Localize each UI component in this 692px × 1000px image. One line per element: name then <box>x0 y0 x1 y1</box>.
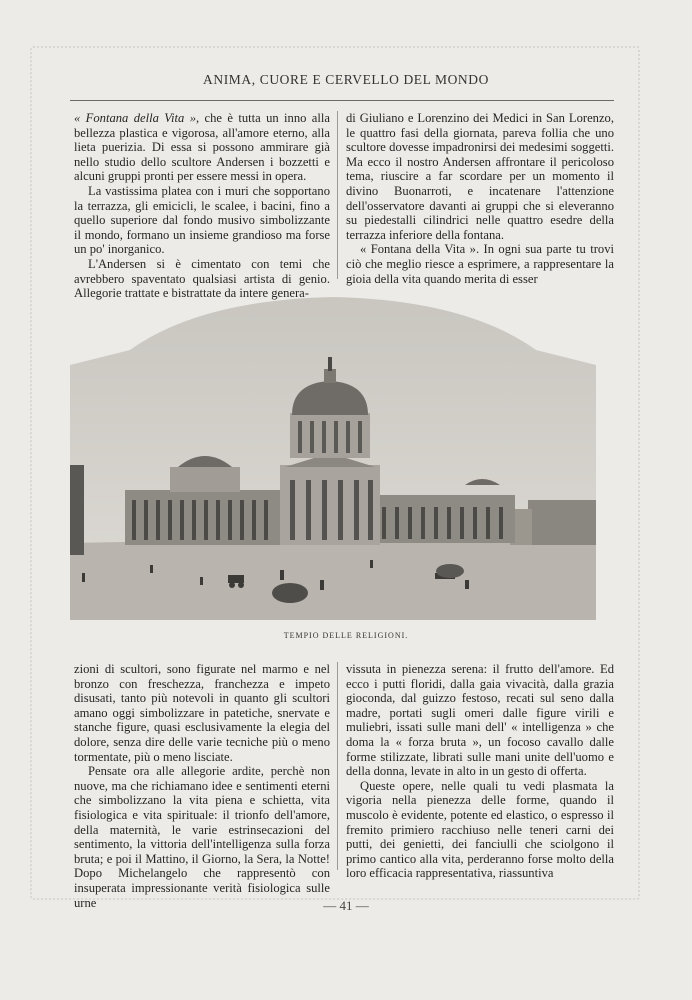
paragraph: zioni di scultori, sono figurate nel marmo e nel bronzo con freschezza, franchezza e impeto disusati, tanto più notevoli in quanto gli scultori amano oggi simbolizzare in patetiche, snervate e stanche figure, quasi esclusivamente la elegia del dolore, senza dire delle varie tecniche più o meno tormentate, più o meno lisciate. <box>74 662 330 764</box>
paragraph: La vastissima platea con i muri che sopportano la terrazza, gli emicicli, le scalee, i bacini, fino a quello superiore dal fondo musivo simbolizzante il mondo, formano un insieme grandioso ma forse un po' inorganico. <box>74 183 330 257</box>
paragraph <box>74 111 330 184</box>
paragraph: di Giuliano e Lorenzino dei Medici in San Lorenzo, le quattro fasi della giornata, pareva follia che uno scultore dovesse impadronirsi dei medesimi soggetti. Ma ecco il nostro Andersen affrontare il pericoloso tema, riuscire a far scordare per un momento il divino Buonarroti, e incatenare l'attenzione dell'osservatore davanti ai gruppi che si eleveranno su piedestalli cilindrici nelle quattro esedre della terrazza inferiore della fontana. <box>346 111 614 242</box>
column-divider <box>337 111 338 279</box>
paragraph: vissuta in pienezza serena: il frutto dell'amore. Ed ecco i putti floridi, dalla gaia vivacità, dalla grazia gioconda, dal guizzo festoso, recati sul seno dalla madre, portati sugli omeri dalle figure virili e muliebri, issati sulle mani dell' « intelligenza » che doma la « forza bruta », un focoso cavallo dalle forme stilizzate, librati sulle mani unite dell'uomo e della donna, levate in alto in un gesto di offerta. <box>346 662 614 779</box>
upper-right-column <box>346 111 614 286</box>
running-head: ANIMA, CUORE E CERVELLO DEL MONDO <box>203 72 489 87</box>
paragraph: Queste opere, nelle quali tu vedi plasmata la vigoria nella pienezza delle forme, quando il muscolo è evidente, potente ed elastico, o espresso il fremito primiero racchiuso nelle teneri carni dei putti, dei genietti, dei fanciulli che sciolgono il primo cantico alla vita, perderanno forse molto della loro efficacia rappresentativa, riassuntiva <box>346 778 614 881</box>
italic-title: « Fontana della Vita » <box>74 111 196 125</box>
left-building <box>70 465 84 555</box>
right-building <box>528 500 596 545</box>
paragraph: Pensate ora alle allegorie ardite, perchè non nuove, ma che richiamano idee e sentimenti eterni che simbolizzano la vita piena e schietta, vita fisiologica e vita spirituale: il trionfo dell'amore, della maternità, le varie estrinsecazioni del sentimento, la vittoria dell'intelligenza sulla forza bruta; e poi il Mattino, il Giorno, la Sera, la Notte! Dopo Michelangelo che rappresentò con insuperata impressionante verità fisiologica sulle urne <box>74 764 330 910</box>
temple-illustration <box>70 295 596 620</box>
piazza <box>70 533 596 620</box>
paragraph: « Fontana della Vita ». In ogni sua parte tu trovi ciò che meglio riesce a esprimere, a rappresentare la gioia della vita quando merita di esser <box>346 242 614 286</box>
figure-caption: TEMPIO DELLE RELIGIONI. <box>283 631 409 640</box>
paragraph: L'Andersen si è cimentato con temi che avrebbero spaventato qualsiasi artista di genio. Allegorie trattate e bistrattate da intere genera- <box>74 256 330 301</box>
lower-right-column <box>346 662 614 881</box>
tree <box>272 583 308 603</box>
lower-left-column <box>74 662 330 910</box>
statue <box>328 357 332 371</box>
page-number: — 41 — <box>323 898 369 913</box>
upper-left-column <box>74 111 330 301</box>
column-divider <box>337 662 338 870</box>
paragraph-text: , che è tutta un inno alla bellezza plastica e vigorosa, all'amore eterno, alla lieta puerizia. Di essa si possono ammirare già nello studio dello scultore Andersen i bozzetti e alcuni gruppi pronti per essere messi in opera. <box>74 111 330 184</box>
header-rule <box>70 100 614 101</box>
